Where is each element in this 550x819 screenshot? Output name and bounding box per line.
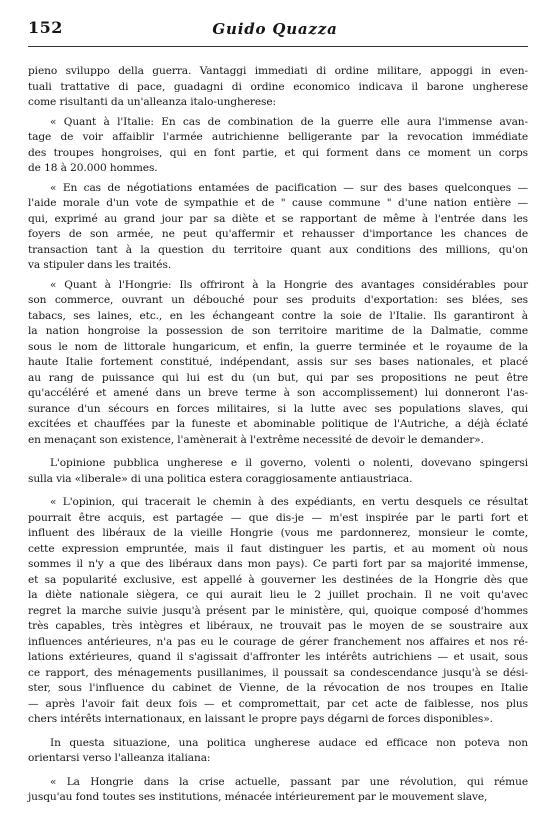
text-line: In questa situazione, una politica ungherese audace ed efficace non poteva non: [50, 736, 528, 749]
text-line: come risultanti da un'alleanza italo-ungherese:: [28, 96, 277, 108]
running-title: Guido Quazza: [212, 20, 338, 38]
text-line: influent des libéraux de la vieille Hongrie (vous me pardonnerez, monsieur le comte,: [28, 527, 528, 539]
text-line: chers intérêts internationaux, en laissant le propre pays dégarni de forces disponibles».: [28, 713, 493, 725]
text-line: L'opinione pubblica ungherese e il governo, volenti o nolenti, dovevano spingersi: [50, 457, 528, 469]
paragraph: [28, 736, 528, 767]
text-line: pieno sviluppo della guerra. Vantaggi immediati di ordine militare, appoggi in even-: [28, 65, 528, 77]
text-line: qui, exprimé au grand jour par sa diète et se rapportant de même à l'entrée dans les: [28, 212, 528, 225]
text-line: des troupes hongroises, qui en font partie, et qui forment dans ce moment un corps: [28, 146, 528, 159]
text-line: très capables, très intègres et libéraux, ne trouvait pas le moyen de se soustraire aux: [28, 620, 528, 632]
text-line: tuali trattative di pace, guadagni di ordine economico indicava il barone ungherese: [28, 80, 528, 93]
text-line: influences antérieures, n'a pas eu le courage de gérer franchement nos affaires et nos ré-: [28, 635, 528, 648]
text-line: et sa popularité exclusive, est appellé à gouverner les destinées de la Hongrie dès que: [28, 573, 528, 586]
text-line: au rang de puissance qui lui est du (un but, qui par ses propositions ne peut être: [28, 371, 528, 384]
paragraph: [28, 181, 528, 274]
text-line: sous le nom de littorale hungaricum, et enfin, la guerre terminée et le royaume de la: [28, 340, 528, 353]
paragraph: [28, 115, 528, 177]
text-line: haute Italie fortement constitué, indépendant, assis sur ses bases nationales, et placé: [28, 356, 528, 368]
text-line: sulla via «liberale» di una politica estera coraggiosamente antiaustriaca.: [28, 472, 413, 485]
text-line: jusqu'au fond toutes ses institutions, ménacée intérieurement par le mouvement slave,: [28, 791, 488, 803]
paragraph: [28, 64, 528, 111]
text-line: lations extérieures, quand il s'agissait d'affronter les intérêts autrichiens — et usait, sous: [28, 651, 528, 663]
text-line: la diète nationale siègera, ce qui aurait lieu le 2 juillet prochain. Il ne voit qu'avec: [28, 589, 528, 601]
text-line: l'aide morale d'un vote de sympathie et de " cause commune " d'une nation entière —: [28, 197, 528, 209]
text-line: transaction tant à la question du territoire quant aux conditions des millions, qu'on: [28, 243, 528, 256]
paragraph: [28, 456, 528, 487]
text-line: foyers de son armée, ne peut qu'affermir et rehausser d'importance les chances de: [28, 228, 528, 240]
text-line: tage de voir affaiblir l'armée autrichienne belligerante par la revocation immédiate: [28, 131, 528, 143]
paragraph-gap: [28, 487, 528, 495]
paragraph: [28, 775, 528, 806]
text-line: surance d'un sécours en forces militaires, si la lutte avec ses populations slaves, qui: [28, 402, 528, 415]
text-line: regret la marche suivie jusqu'à présent par le ministère, qui, quoique composé d'hommes: [28, 604, 528, 617]
text-line: de 18 à 20.000 hommes.: [28, 162, 158, 174]
body-text: [28, 64, 528, 806]
text-line: sommes il n'y a que des libéraux dans mon pays). Ce parti fort par sa majorité immense,: [28, 558, 528, 570]
text-line: orientarsi verso l'alleanza italiana:: [28, 752, 211, 764]
page-header: [0, 14, 550, 44]
text-line: — après l'avoir fait deux fois — et compromettait, par cet acte de faiblesse, nos plus: [28, 697, 528, 710]
header-rule: [28, 46, 528, 47]
page-number: 152: [28, 18, 63, 37]
text-line: qu'accéléré et amené dans un breve terme à son accomplissement) lui donneront l'as-: [28, 387, 528, 399]
paragraph: [28, 278, 528, 449]
text-line: « Quant à l'Italie: En cas de combination de la guerre elle aura l'immense avan-: [50, 115, 528, 128]
paragraph-gap: [28, 728, 528, 736]
text-line: tabacs, ses laines, etc., en les échangeant contre la soie de l'Italie. Ils garantiront à: [28, 309, 528, 322]
text-line: en menaçant son existence, l'amènerait à l'extrême necessité de devoir le demander».: [28, 433, 484, 446]
text-line: excitées et chauffées par la funeste et abominable politique de l'Autriche, a déjà éclaté: [28, 418, 528, 430]
text-line: ster, sous l'influence du cabinet de Vienne, de la révocation de nos troupes en Italie: [28, 682, 528, 694]
text-line: son commerce, ouvrant un débouché pour ses produits d'exportation: ses blées, ses: [28, 294, 528, 306]
text-line: pourrait être acquis, est partagée — que dis-je — m'est inspirée par le parti fort et: [28, 511, 528, 524]
text-line: « En cas de négotiations entamées de pacification — sur des bases quelconques —: [50, 181, 528, 194]
text-line: cette expression empruntée, mais il faut distinguer les partis, et au moment où nous: [28, 542, 528, 555]
text-line: « L'opinion, qui tracerait le chemin à des expédiants, en vertu desquels ce résultat: [50, 496, 528, 508]
paragraph-gap: [28, 448, 528, 456]
text-line: « La Hongrie dans la crise actuelle, passant par une révolution, qui rémue: [50, 775, 528, 788]
paragraph: [28, 495, 528, 728]
text-line: va stipuler dans les traités.: [28, 259, 172, 271]
paragraph-gap: [28, 767, 528, 775]
text-line: « Quant à l'Hongrie: Ils offriront à la Hongrie des avantages considérables pour: [50, 278, 528, 291]
text-line: la nation hongroise la possession de son territoire maritime de la Dalmatie, comme: [28, 325, 528, 337]
text-line: ce rapport, des ménagements pusillanimes, il poussait sa condescendance jusqu'à se dési-: [28, 666, 528, 679]
